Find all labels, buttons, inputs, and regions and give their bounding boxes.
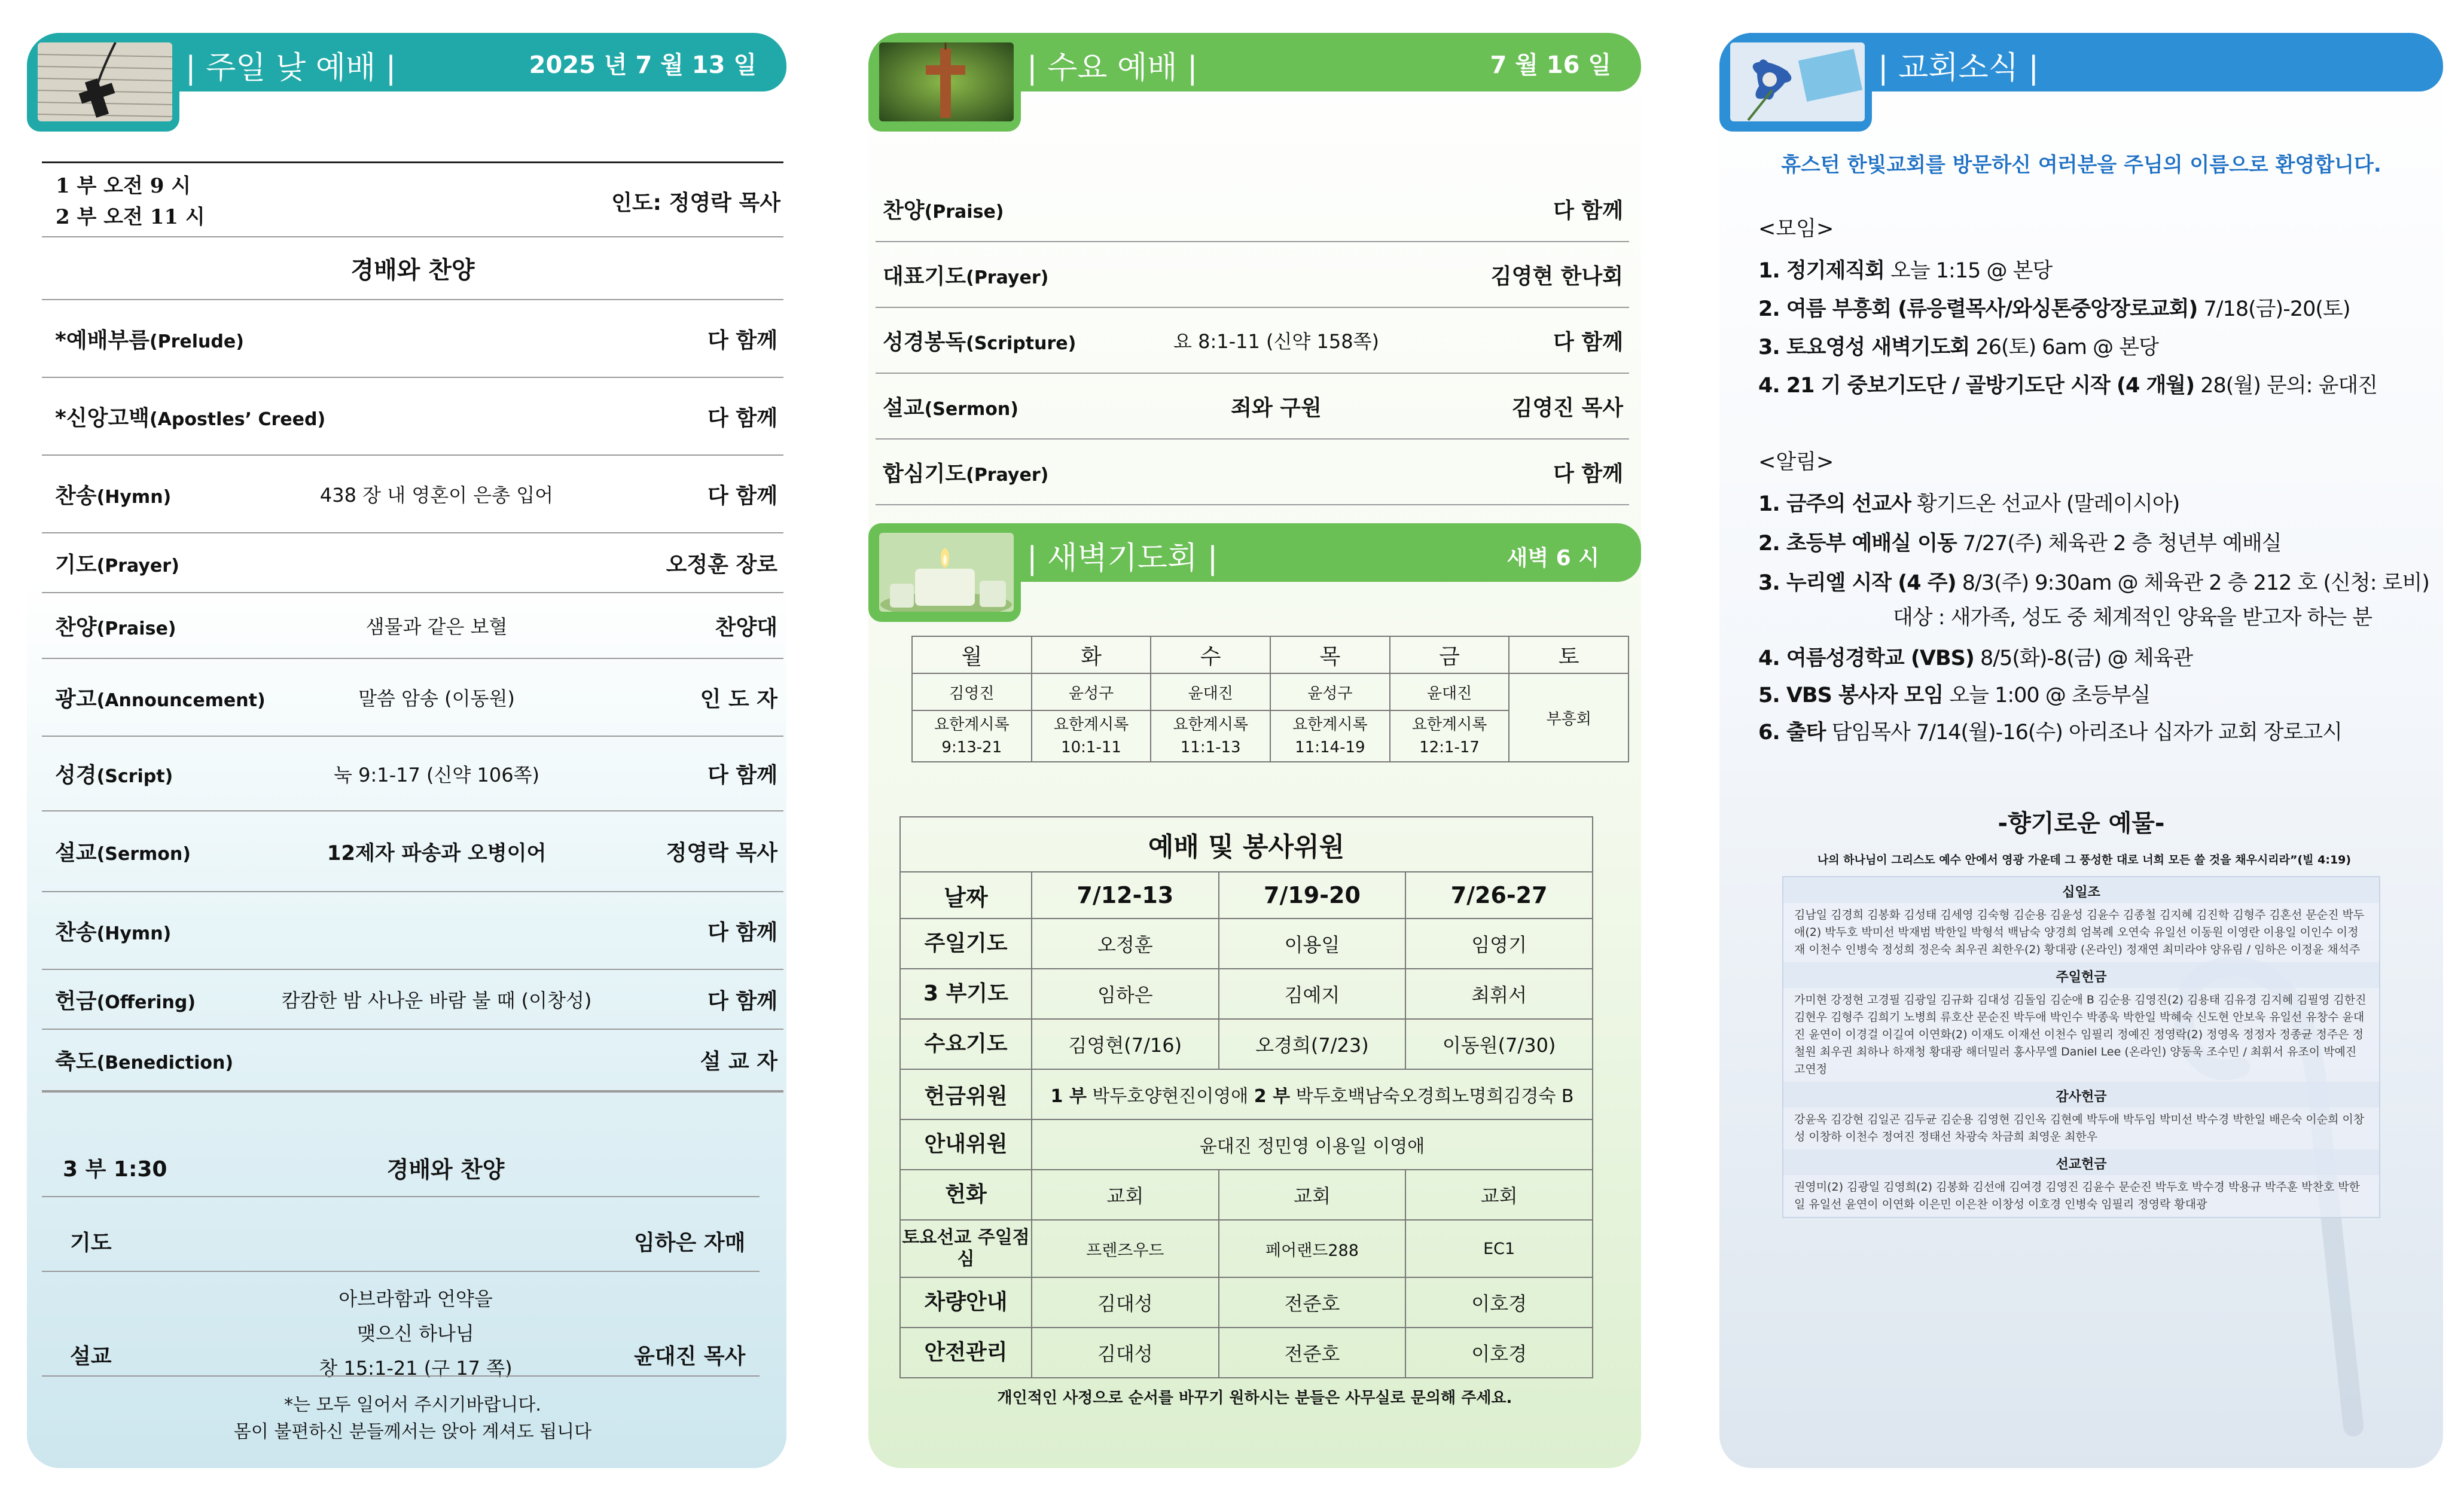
committee-row: [900, 1328, 1593, 1378]
news-panel: [1719, 33, 2443, 1468]
order-label: [55, 682, 266, 713]
committee-cell: 김예지: [1219, 969, 1406, 1019]
committee-cell: EC1: [1405, 1220, 1593, 1277]
committee-cell: 프렌즈우드: [1032, 1220, 1219, 1277]
committee-role: 3 부기도: [900, 969, 1032, 1019]
news-item-detail: 대상 : 새가족, 성도 중 체계적인 양육을 받고자 하는 분: [1893, 606, 2372, 630]
mission-offering-heading: 선교헌금: [1783, 1149, 2379, 1175]
order-label: [55, 611, 176, 641]
dawn-book: 요한계시록: [934, 716, 1010, 734]
dawn-passage-cell: [1032, 710, 1151, 762]
wednesday-order-row: [876, 440, 1629, 505]
dawn-book: 요한계시록: [1411, 716, 1487, 734]
welcome-message: 휴스턴 한빛교회를 방문하신 여러분을 주님의 이름으로 환영합니다.: [1781, 153, 2381, 177]
order-person: 인 도 자: [700, 687, 777, 712]
order-label-en: (Prayer): [96, 555, 179, 576]
sunday-panel: [27, 33, 786, 1468]
news-item: [1758, 369, 2377, 399]
flower-card-image: [1730, 42, 1865, 121]
order-label-ko: 성경봉독: [883, 329, 966, 355]
order-label: [883, 260, 1048, 290]
dawn-passage-cell: [912, 710, 1032, 762]
news-item-title: 1. 정기제직회: [1758, 259, 1884, 283]
order-label: [883, 391, 1018, 422]
order-label-en: (Apostles’ Creed): [149, 408, 326, 430]
committee-notice: 개인적인 사정으로 순서를 바꾸기 원하시는 분들은 사무실로 문의해 주세요.: [997, 1389, 1512, 1407]
order-label-ko: 찬송: [55, 920, 97, 945]
committee-role: 헌금위원: [900, 1069, 1032, 1119]
sunday-order-row: [42, 737, 783, 811]
wednesday-order-row: [876, 242, 1629, 308]
sunday-order-row: [42, 659, 783, 737]
news-item-title: 2. 초등부 예배실 이동: [1758, 532, 1957, 556]
mission-offering-names: 권영미(2) 김광일 김영희(2) 김봉화 김선애 김여경 김영진 김윤수 문순진 박두호 박수경 박용규 박주훈 박찬호 박한일 유일선 윤연이 이연화 이은민 이은찬 이창성 이호경 인병숙 임필리 정영락 황대광: [1794, 1180, 2360, 1211]
wooden-cross-image: [879, 42, 1014, 121]
wednesday-order-row: [876, 176, 1629, 242]
committee-cell: 전준호: [1219, 1277, 1406, 1328]
committee-role: 주일기도: [900, 919, 1032, 969]
committee-header-cell: 7/19-20: [1219, 872, 1406, 919]
third-section-title: 경배와 찬양: [386, 1157, 505, 1183]
dawn-passage: 12:1-17: [1419, 739, 1480, 756]
dawn-day-cell: 수: [1151, 636, 1270, 673]
wednesday-date: 7 월 16 일: [1490, 51, 1611, 79]
third-sermon-label: 설교: [70, 1344, 112, 1369]
sunday-offering-names: 가미현 강정현 고경필 김광일 김규화 김대성 김돌임 김순애 B 김순용 김영진(2) 김용태 김유경 김지혜 김필영 김한진 김현우 김형주 김희기 노병희 류호산 문순진 박두애 박인수 박종욱 박한일 박혜숙 신도현 안보욱 유일선 유창수 윤대진 윤연이 이경걸 이길여 이연화(2) 이재도 이재선 이천수 임필리 정예진 정영락(2) 정영옥 정정자 정종균 정주은 정철원 최우권 최하나 하재청 황대광 해더밀러 홍사무엘 Daniel Lee (온라인) 양동욱 조수민 / 최휘서 유조이 박예진 고연정: [1794, 993, 2367, 1076]
order-detail: 요 8:1-11 (신약 158쪽): [1173, 330, 1379, 353]
dawn-leader-cell: 윤대진: [1151, 673, 1270, 710]
committee-cell: 임영기: [1405, 919, 1593, 969]
dawn-leader-cell: 윤대진: [1390, 673, 1509, 710]
committee-title-row: [900, 817, 1593, 872]
service-leader: 인도: 정영락 목사: [611, 191, 780, 215]
order-label-ko: 설교: [55, 841, 97, 865]
order-person: 김영진 목사: [1511, 395, 1623, 420]
news-item-title: 4. 여름성경학교 (VBS): [1758, 646, 1974, 670]
news-item-detail: 오늘 1:00 @ 초등부실: [1943, 684, 2151, 707]
dawn-passage-cell: [1270, 710, 1390, 762]
committee-cell: 김대성: [1032, 1277, 1219, 1328]
order-label-en: (Announcement): [96, 689, 266, 711]
dawn-days-row: [912, 636, 1629, 673]
order-person: 다 함께: [1553, 461, 1623, 486]
committee-role: 안내위원: [900, 1119, 1032, 1170]
dawn-passage-cell: [1390, 710, 1509, 762]
news-item: [1758, 716, 2342, 746]
wednesday-title: | 수요 예배 |: [1027, 50, 1198, 86]
candle-image: [879, 533, 1014, 612]
committee-role: 수요기도: [900, 1019, 1032, 1069]
dawn-day-cell: 화: [1032, 636, 1151, 673]
dawn-day-cell: 금: [1390, 636, 1509, 673]
offering-p2-names: 박두호백남숙오경희노명희김경숙 B: [1295, 1086, 1574, 1107]
news-item: [1758, 679, 2150, 709]
order-label: [55, 836, 191, 867]
committee-row: [900, 969, 1593, 1019]
sunday-order-row: [42, 456, 783, 533]
wednesday-order-row: [876, 308, 1629, 374]
sunday-order-row: [42, 593, 783, 659]
order-label: [55, 324, 244, 354]
news-item: [1758, 642, 2192, 672]
order-person: 오정훈 장로: [666, 552, 777, 577]
tithe-heading: 십일조: [1783, 877, 2379, 903]
dawn-saturday-cell: 부흥회: [1509, 673, 1629, 762]
committee-cell: 페어랜드288: [1219, 1220, 1406, 1277]
order-person: 다 함께: [708, 405, 777, 431]
committee-cell: 교회: [1219, 1170, 1406, 1220]
committee-row: [900, 1277, 1593, 1328]
news-item-detail: 담임목사 7/14(월)-16(수) 아리조나 십자가 교회 장로고시: [1825, 721, 2342, 745]
dawn-day-cell: 목: [1270, 636, 1390, 673]
order-person: 다 함께: [1553, 198, 1623, 223]
order-label-ko: 헌금: [55, 988, 97, 1014]
order-label-en: (Hymn): [96, 923, 172, 944]
sunday-order-row: [42, 378, 783, 456]
news-item: [1758, 254, 2052, 284]
committee-cell: 교회: [1405, 1170, 1593, 1220]
order-person: 정영락 목사: [666, 841, 777, 865]
news-item-detail: 26(토) 6am @ 본당: [1969, 335, 2158, 359]
third-sermon-line2: 맺으신 하나님: [357, 1322, 474, 1345]
news-item-title: 4. 21 기 중보기도단 / 골방기도단 시작 (4 개월): [1758, 374, 2195, 398]
committee-row: [900, 1220, 1593, 1277]
dawn-passage-cell: [1151, 710, 1270, 762]
sunday-order-row: [42, 1030, 783, 1091]
third-prayer-label: 기도: [70, 1231, 112, 1255]
thanks-offering-names: 강윤옥 김강현 김일곤 김두균 김순용 김영현 김인옥 김현예 박두애 박두임 박미선 박수경 박한일 배은숙 이순희 이창성 이창하 이천수 정여진 정태선 차광숙 차금희 최영운 최한우: [1794, 1113, 2365, 1143]
tithe-box: [1782, 876, 2380, 1218]
committee-cell: 전준호: [1219, 1328, 1406, 1378]
news-item: [1758, 566, 2429, 596]
order-label: [883, 194, 1004, 224]
committee-cell: 오경희(7/23): [1219, 1019, 1406, 1069]
order-person: 다 함께: [708, 763, 777, 788]
order-label: [883, 457, 1048, 487]
committee-header-cell: 7/26-27: [1405, 872, 1593, 919]
third-sermon-line3: 창 15:1-21 (구 17 쪽): [319, 1357, 513, 1380]
order-label-en: (Sermon): [924, 398, 1018, 420]
news-item-detail: 7/27(주) 체육관 2 층 청년부 예배실: [1956, 532, 2282, 556]
news-item: [1893, 601, 2372, 631]
order-label: [883, 325, 1076, 356]
sunday-order-row: [42, 811, 783, 892]
dawn-passage: 11:1-13: [1180, 739, 1241, 756]
news-item-title: 3. 누리엘 시작 (4 주): [1758, 571, 1956, 595]
notices-header: <알림>: [1758, 450, 1834, 474]
dawn-leader-cell: 윤성구: [1032, 673, 1151, 710]
wednesday-order-row: [876, 374, 1629, 440]
tithe-names: 김남일 김경희 김봉화 김성태 김세영 김숙형 김순용 김윤성 김윤수 김종철 김지혜 김진학 김형주 김혼선 문순진 박두애(2) 박두호 박미선 박재범 박한일 박형석 백남숙 양경희 엄복례 오연숙 유일선 이동원 이영란 이용일 이인수 이정재 이천수 인병숙 정성희 정은숙 최우권 최한우(2) 황대광 (온라인) 정재연 최미라야 양유림 / 임하은 이정윤 채석주: [1794, 908, 2365, 956]
news-item-detail: 28(월) 문의: 윤대진: [2194, 374, 2377, 398]
dawn-day-cell: 토: [1509, 636, 1629, 673]
news-item-title: 5. VBS 봉사자 모임: [1758, 684, 1944, 707]
order-label-ko: 광고: [55, 687, 97, 712]
order-detail: 12제자 파송과 오병이어: [327, 841, 547, 865]
news-item-title: 3. 토요영성 새벽기도회: [1758, 335, 1970, 359]
news-item-detail: 8/3(주) 9:30am @ 체육관 2 층 212 호 (신청: 로비): [1956, 571, 2429, 595]
dawn-leaders-row: [912, 673, 1629, 710]
order-label-en: (Prayer): [966, 267, 1049, 288]
news-item: [1758, 331, 2158, 361]
committee-row: [900, 1019, 1593, 1069]
order-label: [55, 548, 179, 578]
third-sermon-preacher: 윤대진 목사: [634, 1344, 746, 1369]
committee-row: [900, 1119, 1593, 1170]
committee-header-cell: 날짜: [900, 872, 1032, 919]
committee-cell: 김영현(7/16): [1032, 1019, 1219, 1069]
dawn-leader-cell: 김영진: [912, 673, 1032, 710]
news-item-detail: 7/18(금)-20(토): [2197, 297, 2350, 321]
order-person: 다 함께: [708, 988, 777, 1014]
dawn-passage: 10:1-11: [1061, 739, 1121, 756]
committee-cell: 임하은: [1032, 969, 1219, 1019]
news-item: [1758, 487, 2179, 517]
offering-p1-names: 박두호양현진이영애: [1092, 1086, 1249, 1107]
committee-cell: 이용일: [1219, 919, 1406, 969]
offering-p1-label: 1 부: [1050, 1086, 1087, 1107]
committee-row: [900, 919, 1593, 969]
thanks-offering-heading: 감사헌금: [1783, 1082, 2379, 1107]
order-label-ko: *예배부름: [55, 328, 150, 353]
third-prayer-person: 임하은 자매: [634, 1231, 746, 1255]
committee-role: 헌화: [900, 1170, 1032, 1220]
committee-role: 안전관리: [900, 1328, 1032, 1378]
order-label-en: (Praise): [96, 618, 176, 639]
news-item-title: 1. 금주의 선교사: [1758, 492, 1911, 516]
dawn-book: 요한계시록: [1292, 716, 1368, 734]
order-label-ko: 설교: [883, 395, 925, 420]
order-label-en: (Prayer): [966, 464, 1049, 486]
order-label-en: (Praise): [924, 201, 1004, 222]
order-label-ko: 합심기도: [883, 461, 966, 486]
order-label-en: (Hymn): [96, 486, 172, 508]
committee-cell: 오정훈: [1032, 919, 1219, 969]
order-person: 다 함께: [1553, 329, 1623, 355]
meetings-header: <모임>: [1758, 217, 1834, 241]
committee-role: 토요선교 주일점심: [900, 1220, 1032, 1277]
dawn-passage: 11:14-19: [1295, 739, 1365, 756]
news-item-detail: 오늘 1:15 @ 본당: [1884, 259, 2053, 283]
news-item: [1758, 527, 2282, 557]
order-label-en: (Prelude): [149, 331, 244, 352]
order-detail: 438 장 내 영혼이 은총 입어: [319, 484, 554, 507]
sunday-offering-heading: 주일헌금: [1783, 962, 2379, 988]
news-item-detail: 황기드온 선교사 (말레이시아): [1910, 492, 2180, 516]
service-time-2: 2 부 오전 11 시: [56, 205, 205, 229]
sunday-order-row: [42, 300, 783, 378]
committee-header-cell: 7/12-13: [1032, 872, 1219, 919]
committee-role: 차량안내: [900, 1277, 1032, 1328]
committee-table: [899, 816, 1593, 1378]
committee-row: [900, 1170, 1593, 1220]
order-detail: 눅 9:1-17 (신약 106쪽): [334, 763, 539, 786]
order-person: 김영현 한나회: [1490, 264, 1623, 289]
news-item-detail: 8/5(화)-8(금) @ 체육관: [1974, 646, 2193, 670]
offering-p2-label: 2 부: [1254, 1086, 1291, 1107]
order-label-ko: 찬송: [55, 483, 97, 508]
order-person: 다 함께: [708, 483, 777, 508]
order-detail: 죄와 구원: [1231, 395, 1322, 420]
order-label-en: (Benediction): [96, 1052, 234, 1073]
scripture-verse: 나의 하나님이 그리스도 예수 안에서 영광 가운데 그 풍성한 대로 너희 모든 쓸 것을 채우시리라”(빌 4:19): [1817, 853, 2352, 867]
dawn-leader-cell: 윤성구: [1270, 673, 1390, 710]
news-title: | 교회소식 |: [1878, 50, 2039, 86]
committee-row: [900, 1069, 1593, 1119]
order-person: 다 함께: [708, 920, 777, 945]
dawn-book: 요한계시록: [1173, 716, 1248, 734]
offering-committee: [1032, 1069, 1593, 1119]
committee-cell: 김대성: [1032, 1328, 1219, 1378]
sunday-order-row: [42, 970, 783, 1030]
order-label: [55, 401, 325, 432]
order-label: [55, 479, 171, 509]
order-label-ko: 대표기도: [883, 264, 966, 289]
offering-title: -향기로운 예물-: [1998, 810, 2165, 837]
dawn-schedule-table: [911, 636, 1629, 762]
order-label-ko: 기도: [55, 552, 97, 577]
seated-note: 몸이 불편하신 분들께서는 앉아 계셔도 됩니다: [233, 1421, 592, 1442]
order-label-ko: *신앙고백: [55, 405, 150, 431]
order-label-ko: 찬양: [883, 198, 925, 223]
standing-note: *는 모두 일어서 주시기바랍니다.: [284, 1395, 541, 1415]
order-label-en: (Scripture): [966, 332, 1077, 354]
sunday-order-row: [42, 533, 783, 593]
order-label-en: (Sermon): [96, 844, 191, 865]
order-person: 설 교 자: [700, 1049, 777, 1074]
order-label-en: (Script): [96, 766, 173, 787]
order-label-en: (Offering): [96, 991, 196, 1013]
wednesday-panel: [868, 33, 1641, 1468]
dawn-time: 새벽 6 시: [1507, 546, 1599, 570]
dawn-passage: 9:13-21: [941, 739, 1002, 756]
order-detail: 말씀 암송 (이동원): [358, 687, 515, 710]
order-label: [55, 758, 173, 789]
news-item-title: 6. 출타: [1758, 721, 1826, 745]
committee-cell: 최휘서: [1405, 969, 1593, 1019]
order-label: [55, 1045, 233, 1075]
committee-cell: 윤대진 정민영 이용일 이영애: [1032, 1119, 1593, 1170]
committee-cell: 이동원(7/30): [1405, 1019, 1593, 1069]
sunday-order-row: [42, 892, 783, 970]
committee-cell: 이호경: [1405, 1277, 1593, 1328]
committee-cell: 교회: [1032, 1170, 1219, 1220]
third-sermon-line1: 아브라함과 언약을: [339, 1287, 493, 1310]
order-label-ko: 찬양: [55, 615, 97, 640]
news-item-title: 2. 여름 부흥회 (류응렬목사/와싱톤중앙장로교회): [1758, 297, 2198, 321]
dawn-title: | 새벽기도회 |: [1027, 541, 1218, 576]
order-label: [55, 916, 171, 946]
dawn-book: 요한계시록: [1053, 716, 1129, 734]
service-time-1: 1 부 오전 9 시: [56, 174, 191, 198]
committee-header-row: [900, 872, 1593, 919]
sunday-title: | 주일 낮 예배 |: [185, 50, 397, 86]
third-service-time: 3 부 1:30: [63, 1157, 167, 1182]
news-item: [1758, 292, 2350, 322]
order-detail: 캄캄한 밤 사나운 바람 불 때 (이창성): [281, 989, 592, 1012]
worship-section-title: 경배와 찬양: [350, 257, 475, 284]
order-label-ko: 축도: [55, 1049, 97, 1074]
order-detail: 샘물과 같은 보혈: [365, 615, 508, 638]
committee-title: 예배 및 봉사위원: [900, 817, 1593, 872]
dawn-day-cell: 월: [912, 636, 1032, 673]
order-person: 다 함께: [708, 328, 777, 353]
order-label-ko: 성경: [55, 763, 97, 788]
sunday-date: 2025 년 7 월 13 일: [529, 51, 757, 79]
committee-cell: 이호경: [1405, 1328, 1593, 1378]
bible-cross-image: [38, 42, 172, 121]
order-person: 찬양대: [715, 615, 777, 640]
order-label: [55, 984, 196, 1015]
